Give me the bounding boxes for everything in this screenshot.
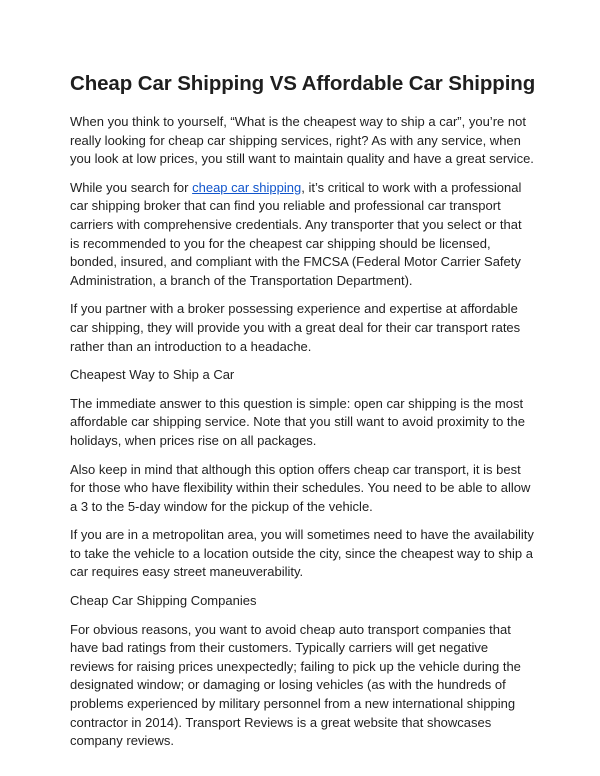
cheap-car-shipping-link[interactable]: cheap car shipping — [192, 179, 302, 195]
paragraph-broker — [70, 179, 534, 291]
paragraph-partner: If you partner with a broker possessing experience and expertise at affordable car shipping, they will provide you with a great deal for their car transport rates rather than an introduction to a headache. — [70, 301, 521, 354]
page-title: Cheap Car Shipping VS Affordable Car Shipping — [70, 72, 536, 95]
paragraph-metropolitan: If you are in a metropolitan area, you will sometimes need to have the availability to take the vehicle to a location outside the city, since the cheapest way to ship a car requires easy street maneuverability. — [70, 527, 534, 580]
paragraph-intro: When you think to yourself, “What is the cheapest way to ship a car”, you’re not really looking for cheap car shipping services, right? As with any service, when you look at low prices, you still want to maintain quality and have a great service. — [70, 114, 534, 167]
paragraph-broker-lead: While you search for — [70, 179, 193, 195]
paragraph-flexibility: Also keep in mind that although this option offers cheap car transport, it is best for those who have flexibility within their schedules. You need to be able to allow a 3 to the 5-day window for the pickup of the vehicle. — [70, 461, 531, 514]
paragraph-companies: For obvious reasons, you want to avoid cheap auto transport companies that have bad ratings from their customers. Typically carriers will get negative reviews for raising prices unexpectedly; failing to pick up the vehicle during the designated window; or damaging or losing vehicles (as with the hundreds of problems experienced by military personnel from a new international shipping contractor in 2014). Transport Reviews is a great website that showcases company reviews. — [70, 621, 521, 749]
paragraph-broker-rest: , it’s critical to work with a professional car shipping broker that can find you reliable and professional car transport carriers with comprehensive credentials. Any transporter that you select or that is recommended to you for the cheapest car shipping should be licensed, bonded, insured, and compliant with the FMCSA (Federal Motor Carrier Safety Administration, a branch of the Transportation Department). — [70, 179, 522, 288]
document-body — [70, 70, 534, 761]
subheading-cheapest-way: Cheapest Way to Ship a Car — [70, 367, 235, 383]
subheading-companies: Cheap Car Shipping Companies — [70, 593, 257, 609]
paragraph-open-shipping: The immediate answer to this question is simple: open car shipping is the most affordable car shipping service. Note that you still want to avoid proximity to the holidays, when prices rise on all packages. — [70, 395, 525, 448]
